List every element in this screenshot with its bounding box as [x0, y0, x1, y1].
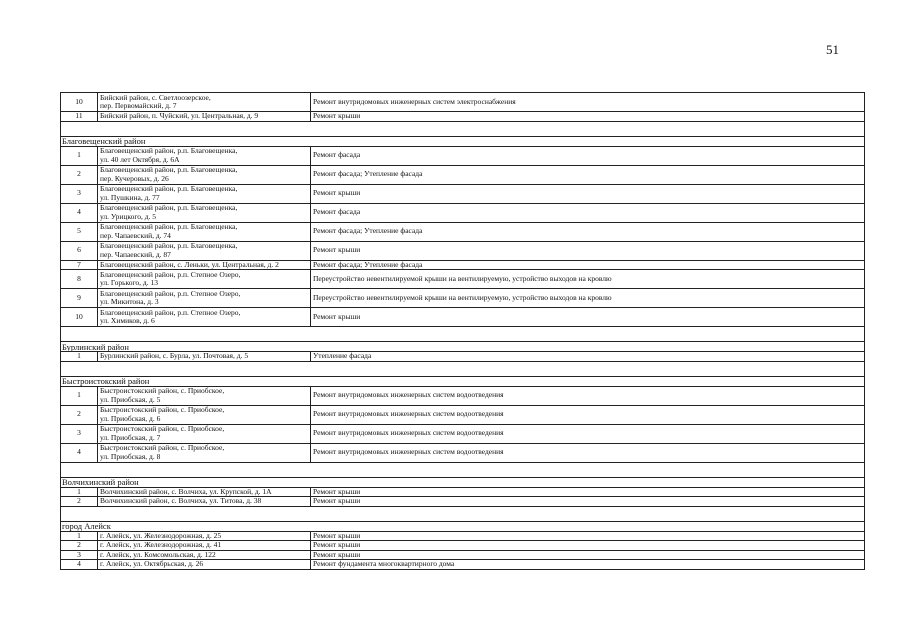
table-row: [61, 443, 865, 462]
table-row: [61, 308, 865, 327]
table-row: [61, 184, 865, 203]
work-type-cell: Ремонт крыши: [311, 550, 865, 560]
table-row: [61, 531, 865, 541]
work-type-cell: Ремонт крыши: [311, 497, 865, 507]
address-line: г. Алейск, ул. Железнодорожная, д. 41: [100, 540, 222, 549]
table-row: [61, 550, 865, 560]
address-line: пер. Чапаевский, д. 74: [100, 230, 171, 240]
table-row: [61, 270, 865, 289]
spacer-cell: [61, 506, 865, 521]
table-row: [61, 352, 865, 362]
address-cell: [98, 541, 311, 551]
row-number: 1: [61, 386, 98, 405]
address-cell: [98, 289, 311, 308]
address-line: ул. Химиков, д. 6: [100, 316, 155, 325]
address-cell: [98, 260, 311, 270]
work-type-cell: Ремонт крыши: [311, 541, 865, 551]
row-number: 1: [61, 352, 98, 362]
table-row: [61, 93, 865, 112]
address-line: пер. Первомайский, д. 7: [100, 101, 177, 110]
row-number: 1: [61, 146, 98, 165]
address-cell: [98, 93, 311, 112]
address-line: ул. Приобская, д. 8: [100, 451, 161, 461]
table-row: [61, 112, 865, 122]
work-type-cell: Утепление фасада: [311, 352, 865, 362]
address-line: пер. Чапаевский, д. 87: [100, 249, 171, 259]
table-row: [61, 146, 865, 165]
row-number: 2: [61, 497, 98, 507]
work-type-cell: Переустройство невентилируемой крыши на вентилируемую, устройство выходов на кровлю: [311, 289, 865, 308]
row-number: 3: [61, 550, 98, 560]
address-line: Благовещенский район, р.п. Степное Озеро,: [100, 269, 241, 279]
address-line: Быстроистокский район, с. Приобское,: [100, 405, 225, 414]
address-line: ул. Приобская, д. 7: [100, 432, 161, 442]
table-row: [61, 260, 865, 270]
address-line: Благовещенский район, р.п. Благовещенка,: [100, 165, 238, 174]
work-type-cell: Ремонт фасада: [311, 146, 865, 165]
address-line: г. Алейск, ул. Железнодорожная, д. 25: [100, 531, 222, 540]
section-spacer: [61, 506, 865, 521]
address-line: Благовещенский район, р.п. Благовещенка,: [100, 222, 238, 231]
address-line: Благовещенский район, р.п. Благовещенка,: [100, 203, 238, 212]
work-type-cell: Ремонт крыши: [311, 308, 865, 327]
address-line: пер. Кучеровых, д. 26: [100, 173, 169, 183]
work-type-cell: Ремонт фасада; Утепление фасада: [311, 222, 865, 241]
address-line: Быстроистокский район, с. Приобское,: [100, 386, 225, 395]
address-line: ул. Урицкого, д. 5: [100, 211, 157, 221]
table-row: [61, 487, 865, 497]
table-row: [61, 222, 865, 241]
table-row: [61, 289, 865, 308]
row-number: 10: [61, 308, 98, 327]
address-line: Бийский район, с. Светлоозерское,: [100, 92, 211, 102]
work-type-cell: Переустройство невентилируемой крыши на вентилируемую, устройство выходов на кровлю: [311, 270, 865, 289]
district-header-row: [61, 521, 865, 531]
section-spacer: [61, 361, 865, 376]
address-line: Волчихинский район, с. Волчиха, ул. Крупской, д. 1А: [100, 487, 272, 496]
address-cell: [98, 112, 311, 122]
district-header-row: [61, 342, 865, 352]
address-cell: [98, 270, 311, 289]
row-number: 1: [61, 487, 98, 497]
address-line: ул. Пушкина, д. 77: [100, 192, 160, 202]
address-line: Благовещенский район, р.п. Благовещенка,: [100, 241, 238, 250]
table-row: [61, 165, 865, 184]
row-number: 6: [61, 241, 98, 260]
spacer-cell: [61, 462, 865, 477]
spacer-cell: [61, 361, 865, 376]
address-cell: [98, 203, 311, 222]
row-number: 3: [61, 424, 98, 443]
table-row: [61, 497, 865, 507]
address-cell: [98, 531, 311, 541]
row-number: 10: [61, 93, 98, 112]
row-number: 4: [61, 560, 98, 570]
address-cell: [98, 241, 311, 260]
district-name: Волчихинский район: [61, 477, 865, 487]
register-body: [61, 93, 865, 570]
work-type-cell: Ремонт фундамента многоквартирного дома: [311, 560, 865, 570]
table-row: [61, 541, 865, 551]
address-line: г. Алейск, ул. Комсомольская, д. 122: [100, 550, 216, 559]
work-type-cell: Ремонт крыши: [311, 531, 865, 541]
address-cell: [98, 222, 311, 241]
section-spacer: [61, 327, 865, 342]
row-number: 11: [61, 112, 98, 122]
address-cell: [98, 497, 311, 507]
row-number: 2: [61, 165, 98, 184]
district-name: Бурлинский район: [61, 342, 865, 352]
address-line: ул. Приобская, д. 6: [100, 413, 161, 423]
row-number: 2: [61, 405, 98, 424]
address-cell: [98, 386, 311, 405]
address-cell: [98, 405, 311, 424]
address-line: Благовещенский район, р.п. Степное Озеро,: [100, 307, 241, 317]
work-type-cell: Ремонт внутридомовых инженерных систем водоотведения: [311, 443, 865, 462]
district-header-row: [61, 477, 865, 487]
address-line: Благовещенский район, с. Леньки, ул. Центральная, д. 2: [100, 260, 279, 269]
address-line: г. Алейск, ул. Октябрьская, д. 26: [100, 559, 204, 568]
address-line: ул. 40 лет Октября, д. 6А: [100, 154, 180, 164]
address-cell: [98, 146, 311, 165]
district-name: Благовещенский район: [61, 136, 865, 146]
spacer-cell: [61, 327, 865, 342]
row-number: 9: [61, 289, 98, 308]
row-number: 8: [61, 270, 98, 289]
address-line: Быстроистокский район, с. Приобское,: [100, 443, 225, 452]
district-header-row: [61, 376, 865, 386]
work-type-cell: Ремонт фасада; Утепление фасада: [311, 165, 865, 184]
section-spacer: [61, 462, 865, 477]
table-row: [61, 405, 865, 424]
row-number: 5: [61, 222, 98, 241]
row-number: 3: [61, 184, 98, 203]
page-number: 51: [826, 42, 839, 57]
address-line: Благовещенский район, р.п. Степное Озеро,: [100, 288, 241, 298]
work-type-cell: Ремонт крыши: [311, 487, 865, 497]
work-type-cell: Ремонт крыши: [311, 112, 865, 122]
address-line: ул. Приобская, д. 5: [100, 394, 161, 404]
district-header-row: [61, 136, 865, 146]
address-line: ул. Микитона, д. 3: [100, 297, 159, 306]
address-line: Благовещенский район, р.п. Благовещенка,: [100, 146, 238, 155]
address-line: Быстроистокский район, с. Приобское,: [100, 424, 225, 433]
table-row: [61, 386, 865, 405]
address-line: Благовещенский район, р.п. Благовещенка,: [100, 184, 238, 193]
spacer-cell: [61, 121, 865, 136]
district-name: Быстроистокский район: [61, 376, 865, 386]
address-cell: [98, 165, 311, 184]
table-row: [61, 560, 865, 570]
address-line: Бийский район, п. Чуйский, ул. Центральная, д. 9: [100, 111, 259, 120]
address-line: ул. Горького, д. 13: [100, 278, 158, 287]
address-line: Волчихинский район, с. Волчиха, ул. Титова, д. 38: [100, 496, 262, 505]
district-name: город Алейск: [61, 521, 865, 531]
address-cell: [98, 424, 311, 443]
work-type-cell: Ремонт фасада; Утепление фасада: [311, 260, 865, 270]
work-type-cell: Ремонт внутридомовых инженерных систем электроснабжения: [311, 93, 865, 112]
row-number: 1: [61, 531, 98, 541]
address-cell: [98, 184, 311, 203]
address-cell: [98, 308, 311, 327]
work-type-cell: Ремонт фасада: [311, 203, 865, 222]
address-cell: [98, 560, 311, 570]
address-cell: [98, 352, 311, 362]
address-cell: [98, 550, 311, 560]
work-type-cell: Ремонт внутридомовых инженерных систем водоотведения: [311, 386, 865, 405]
row-number: 4: [61, 203, 98, 222]
work-type-cell: Ремонт крыши: [311, 184, 865, 203]
address-line: Бурлинский район, с. Бурла, ул. Почтовая, д. 5: [100, 351, 249, 360]
repair-register-table: [60, 92, 865, 570]
row-number: 2: [61, 541, 98, 551]
table-row: [61, 241, 865, 260]
work-type-cell: Ремонт крыши: [311, 241, 865, 260]
row-number: 7: [61, 260, 98, 270]
address-cell: [98, 443, 311, 462]
address-cell: [98, 487, 311, 497]
table-row: [61, 203, 865, 222]
section-spacer: [61, 121, 865, 136]
work-type-cell: Ремонт внутридомовых инженерных систем водоотведения: [311, 424, 865, 443]
work-type-cell: Ремонт внутридомовых инженерных систем водоотведения: [311, 405, 865, 424]
table-row: [61, 424, 865, 443]
row-number: 4: [61, 443, 98, 462]
